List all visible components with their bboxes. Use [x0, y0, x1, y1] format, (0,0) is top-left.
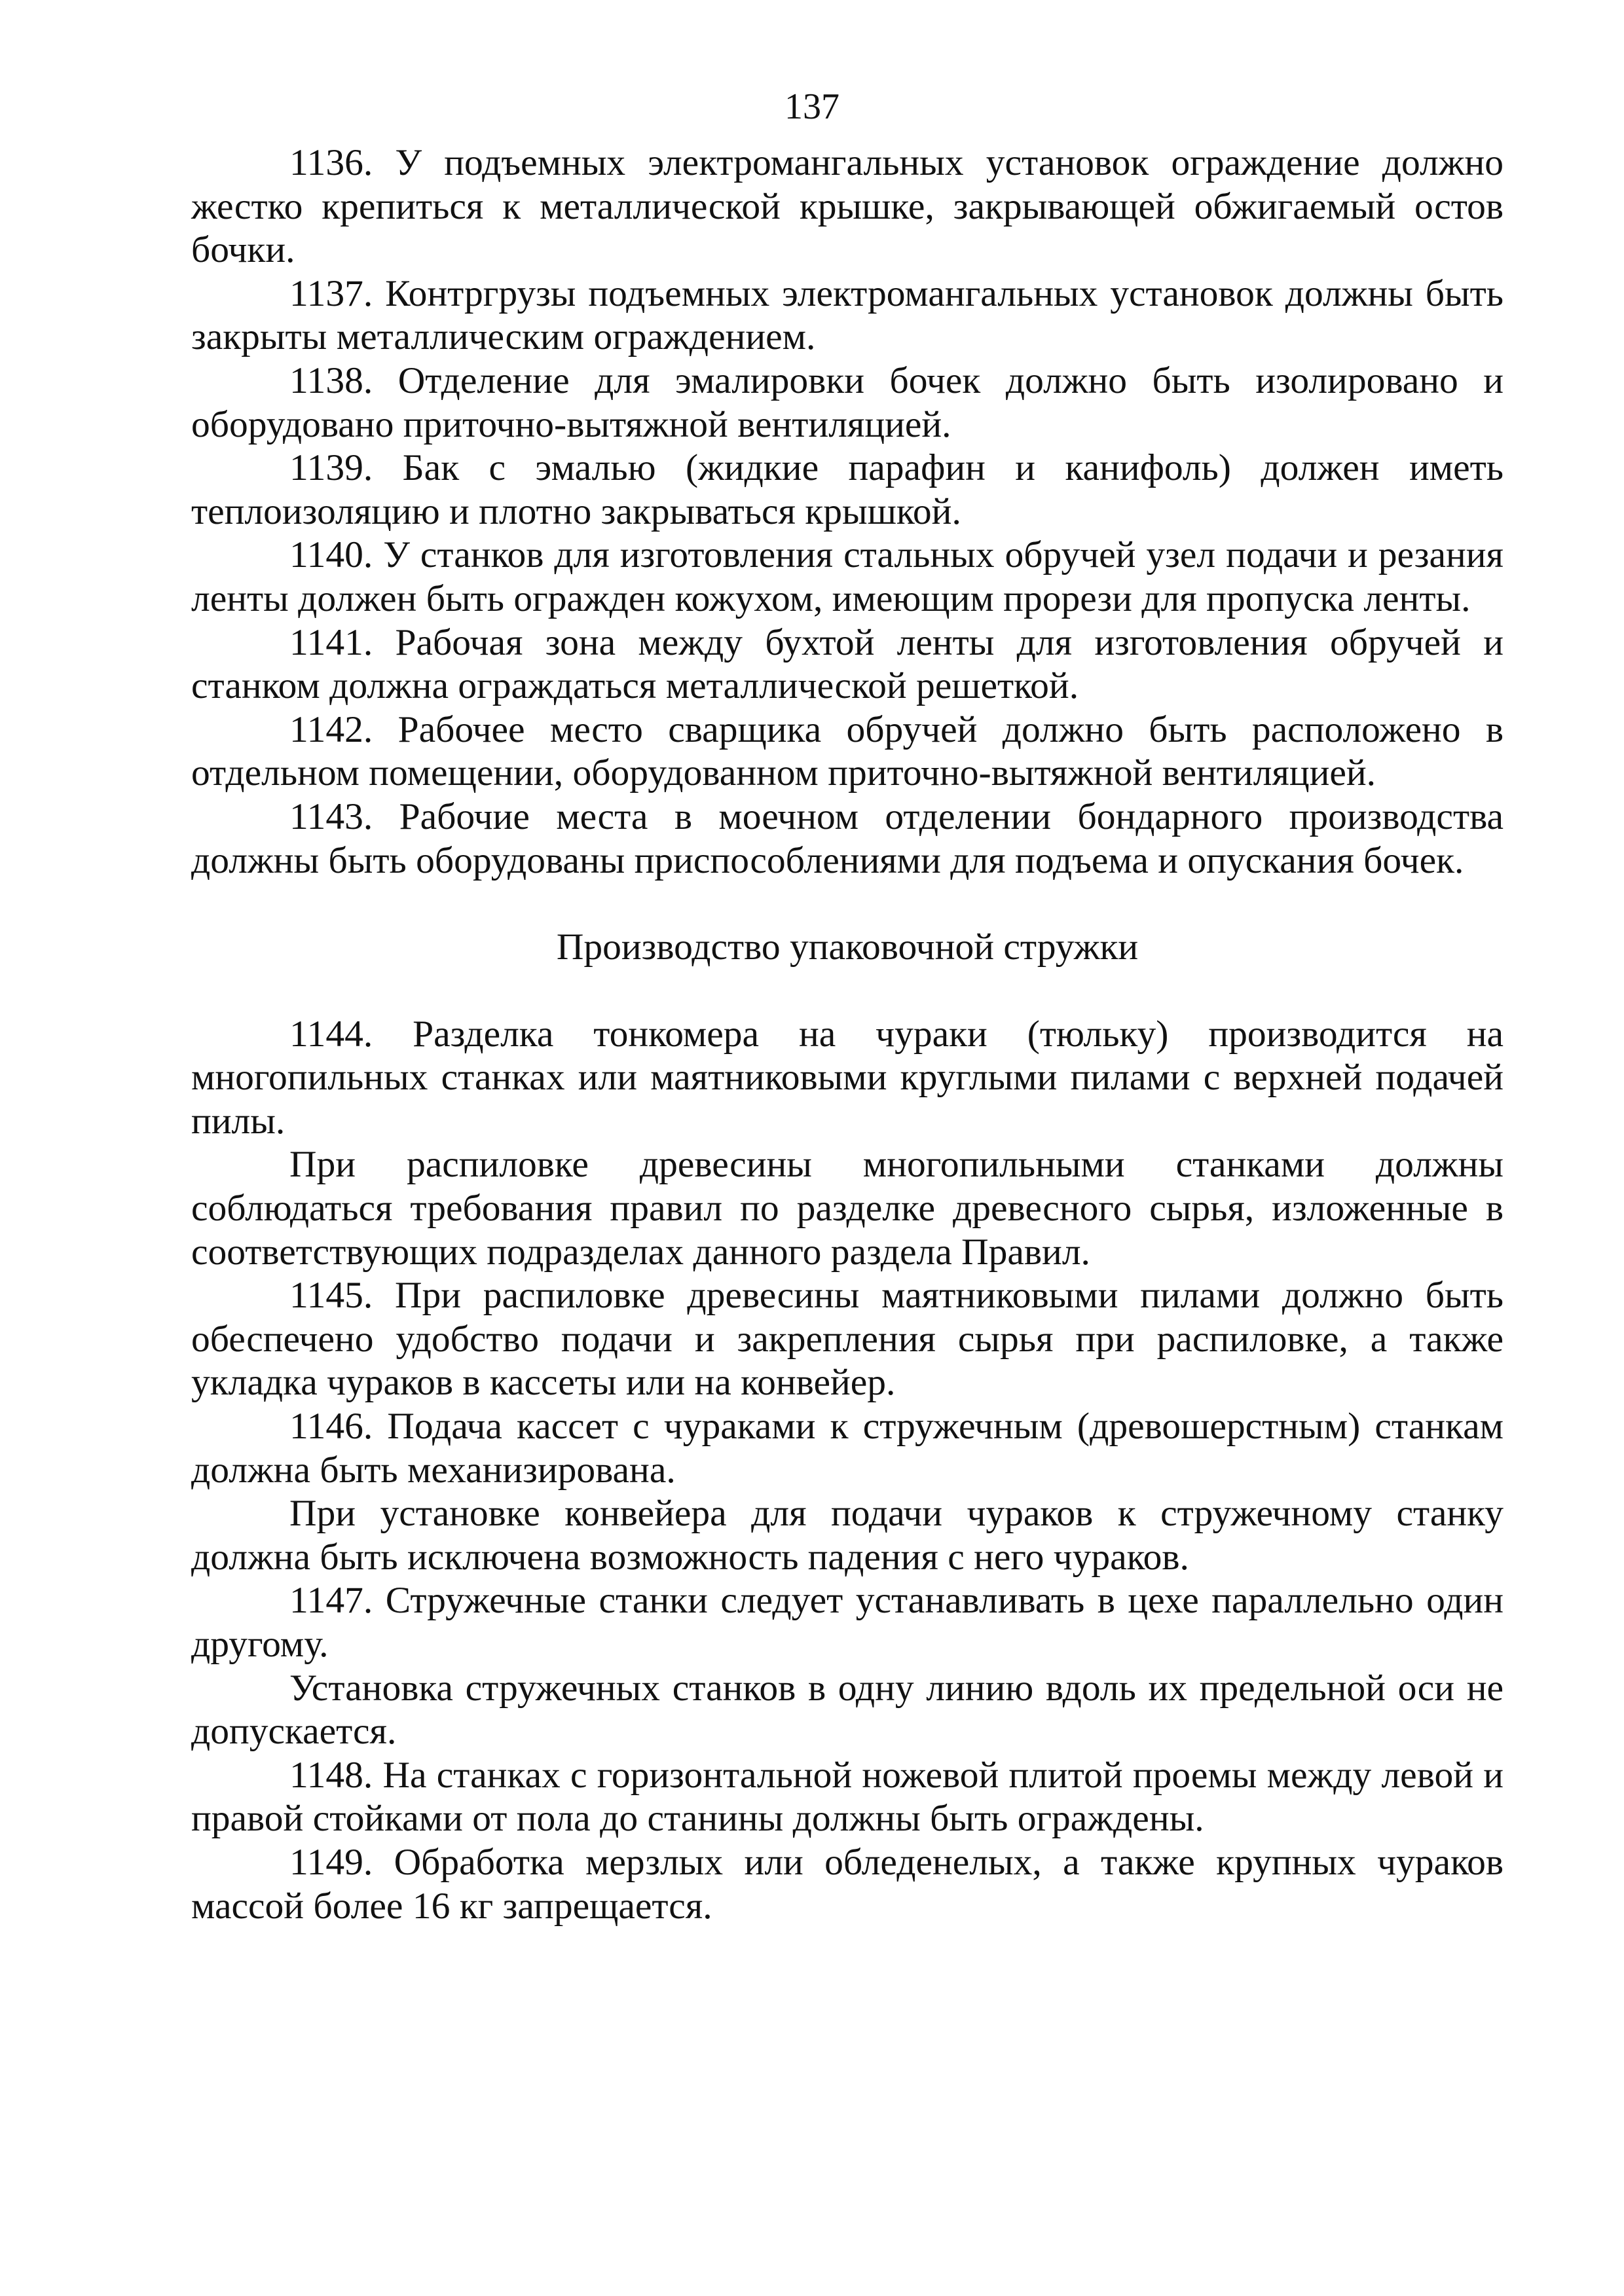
paragraph-1137: 1137. Контргрузы подъемных электромангальных установок должны быть закрыты металлическим ограждением.	[191, 272, 1504, 358]
paragraph-1146: 1146. Подача кассет с чураками к стружечным (древошерстным) станкам должна быть механизирована.	[191, 1406, 1504, 1491]
paragraph-1144: 1144. Разделка тонкомера на чураки (тюльку) производится на многопильных станках или маятниковыми круглыми пилами с верхней подачей пилы.	[191, 1013, 1504, 1142]
paragraph-1141: 1141. Рабочая зона между бухтой ленты для изготовления обручей и станком должна ограждаться металлической решеткой.	[191, 621, 1504, 707]
paragraph-1136: 1136. У подъемных электромангальных установок ограждение должно жестко крепиться к металлической крышке, закрывающей обжигаемый остов бочки.	[191, 142, 1504, 271]
paragraph-1143: 1143. Рабочие места в моечном отделении бондарного производства должны быть оборудованы приспособлениями для подъема и опускания бочек.	[191, 795, 1504, 881]
paragraph-1142: 1142. Рабочее место сварщика обручей должно быть расположено в отдельном помещении, оборудованном приточно-вытяжной вентиляцией.	[191, 708, 1504, 794]
paragraph-1148: 1148. На станках с горизонтальной ножевой плитой проемы между левой и правой стойками от пола до станины должны быть ограждены.	[191, 1754, 1504, 1840]
paragraph-1147: 1147. Стружечные станки следует устанавливать в цехе параллельно один другому.	[191, 1580, 1504, 1665]
paragraph-1144-note: При распиловке древесины многопильными станками должны соблюдаться требования правил по разделке древесного сырья, изложенные в соответствующих подразделах данного раздела Правил.	[191, 1144, 1504, 1273]
paragraph-1147-note: Установка стружечных станков в одну линию вдоль их предельной оси не допускается.	[191, 1667, 1504, 1753]
paragraph-1139: 1139. Бак с эмалью (жидкие парафин и канифоль) должен иметь теплоизоляцию и плотно закрываться крышкой.	[191, 447, 1504, 532]
paragraph-1140: 1140. У станков для изготовления стальных обручей узел подачи и резания ленты должен быть огражден кожухом, имеющим прорези для пропуска ленты.	[191, 534, 1504, 619]
paragraph-1146-note: При установке конвейера для подачи чураков к стружечному станку должна быть исключена возможность падения с него чураков.	[191, 1493, 1504, 1578]
document-body	[191, 141, 1504, 1928]
paragraph-1149: 1149. Обработка мерзлых или обледенелых, а также крупных чураков массой более 16 кг запрещается.	[191, 1841, 1504, 1927]
section-heading: Производство упаковочной стружки	[556, 926, 1139, 968]
page-number: 137	[784, 86, 840, 127]
paragraph-1145: 1145. При распиловке древесины маятниковыми пилами должно быть обеспечено удобство подачи и закрепления сырья при распиловке, а также укладка чураков в кассеты или на конвейер.	[191, 1275, 1504, 1404]
paragraph-1138: 1138. Отделение для эмалировки бочек должно быть изолировано и оборудовано приточно-вытяжной вентиляцией.	[191, 359, 1504, 445]
